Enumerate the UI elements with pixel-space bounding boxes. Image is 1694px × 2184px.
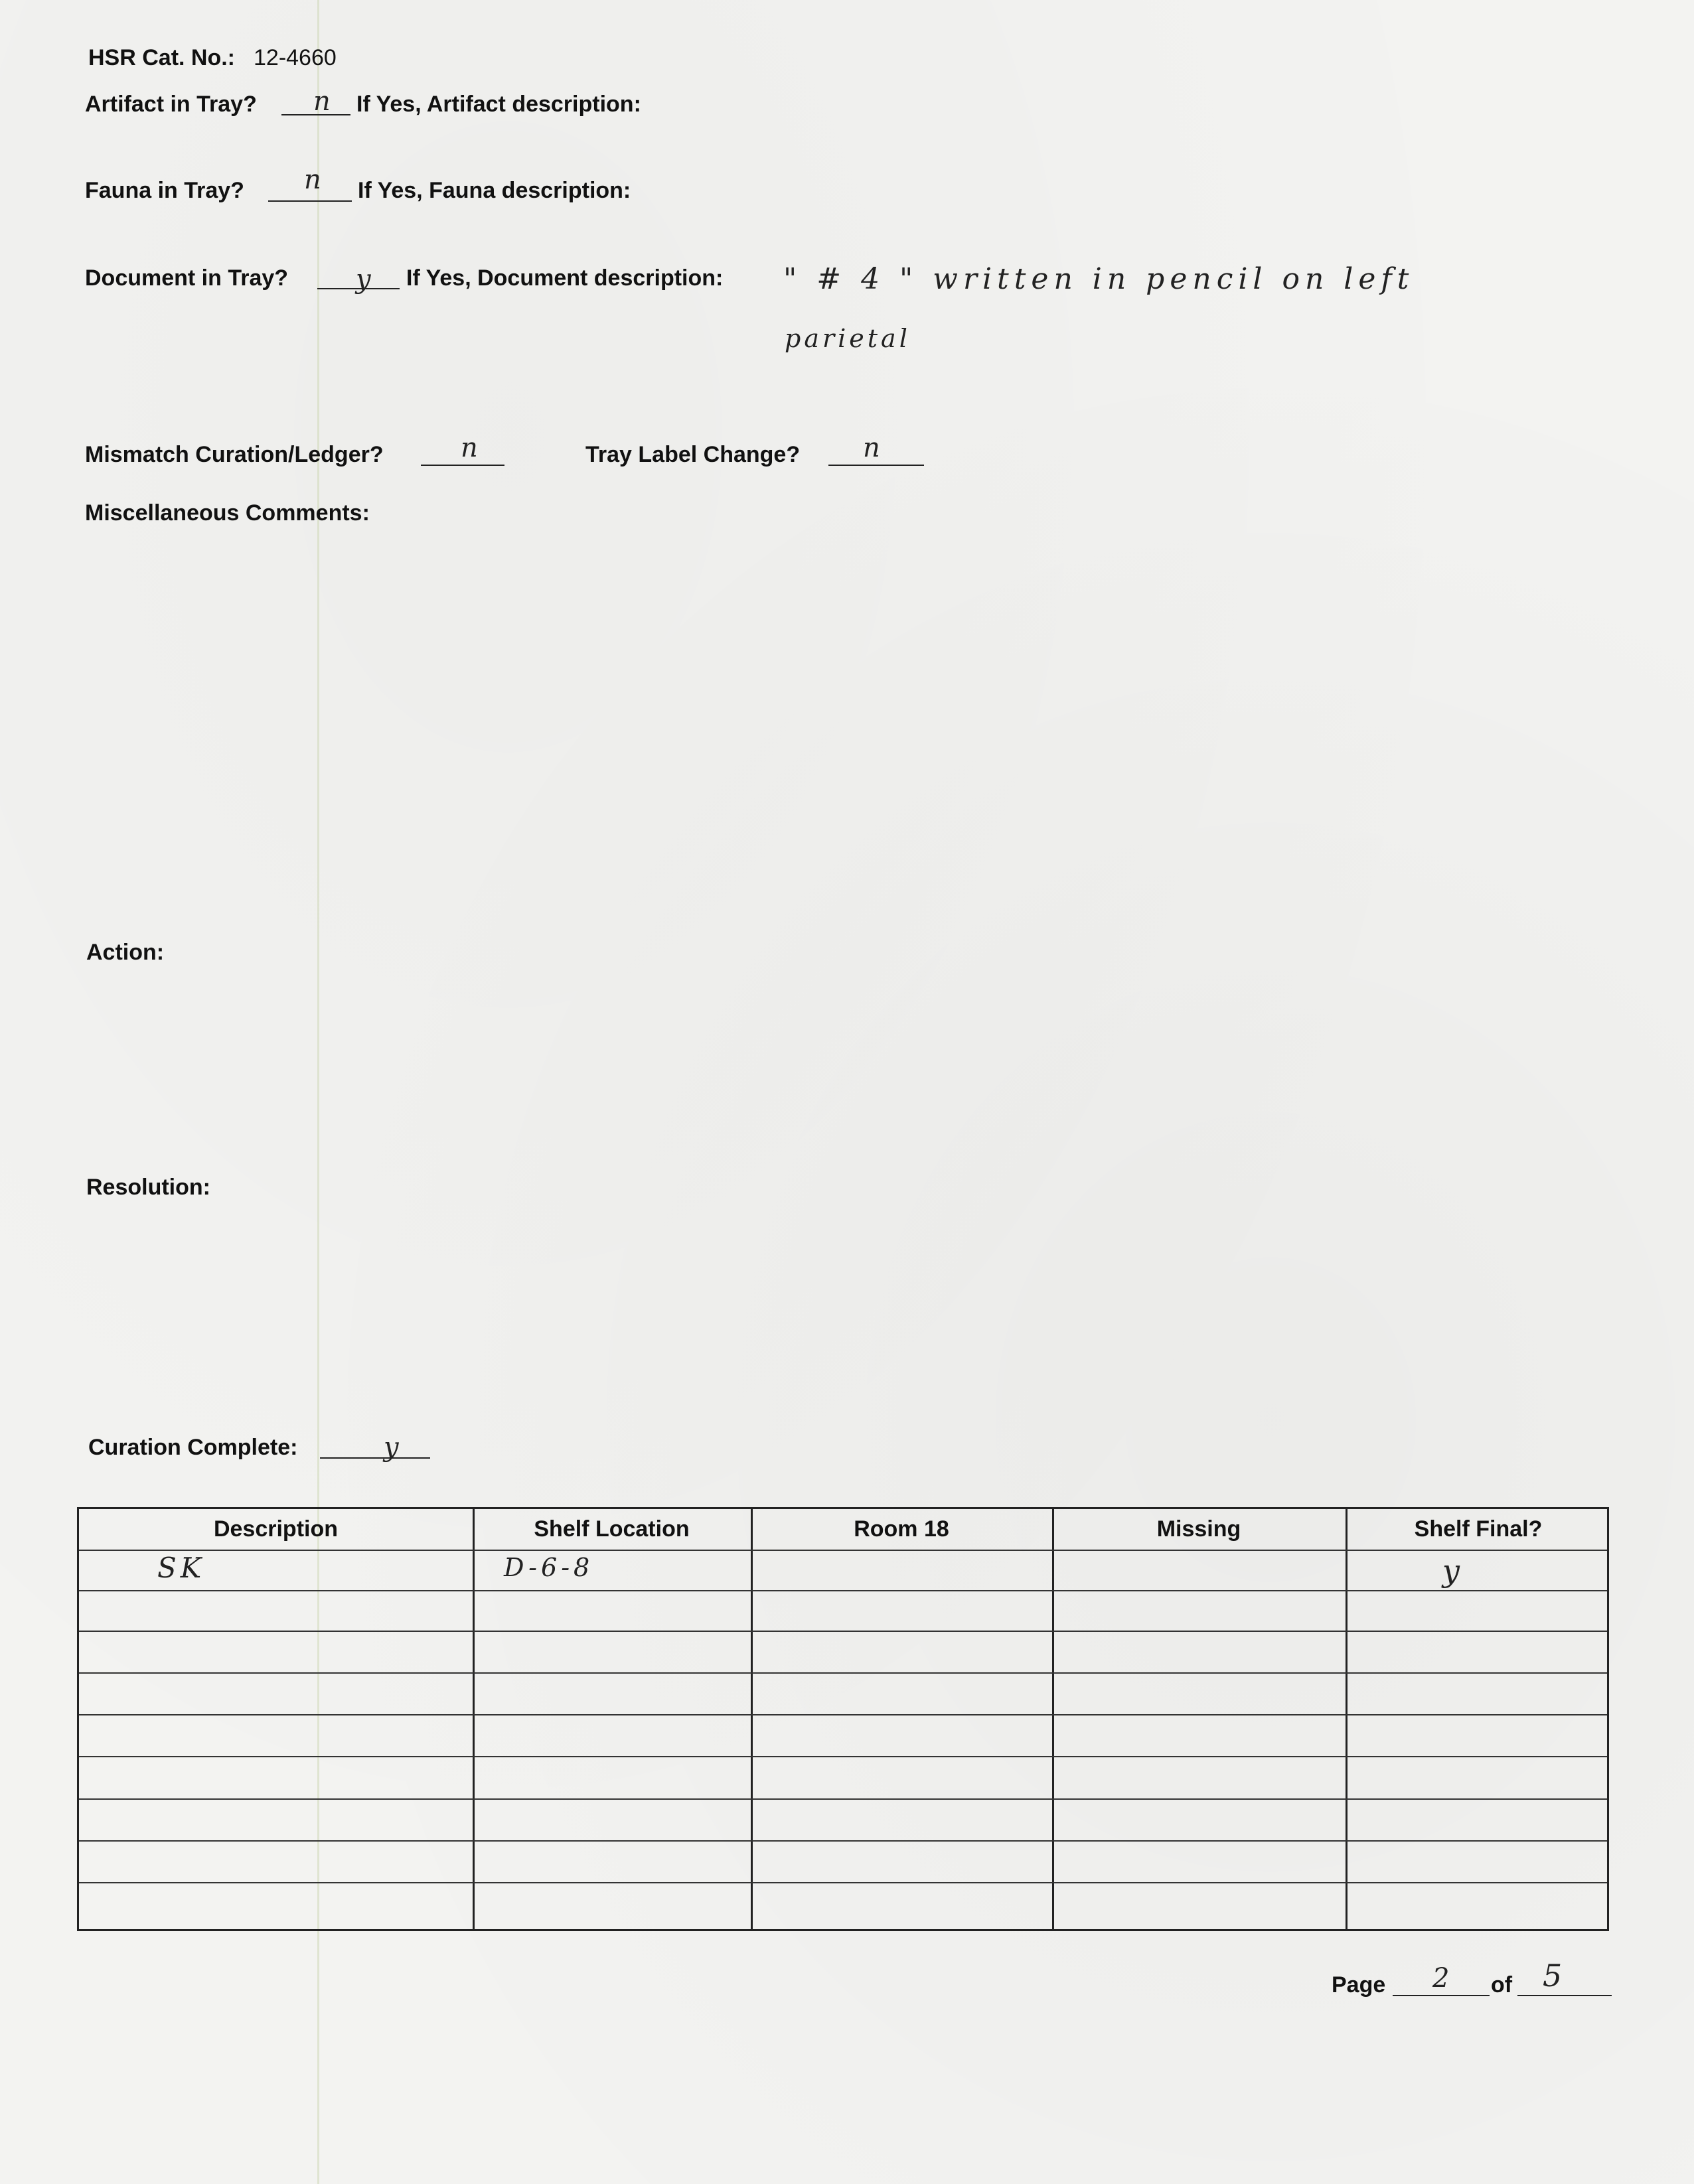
artifact-answer: n <box>313 86 333 117</box>
row-divider <box>79 1631 1607 1632</box>
artifact-question: Artifact in Tray? <box>85 92 257 117</box>
row-divider <box>79 1798 1607 1800</box>
row-divider <box>79 1550 1607 1551</box>
header-missing: Missing <box>1156 1516 1241 1542</box>
artifact-description-label: If Yes, Artifact description: <box>356 92 641 117</box>
curation-complete-answer: y <box>384 1432 401 1463</box>
fauna-question: Fauna in Tray? <box>85 178 244 203</box>
page-total-line <box>1517 1995 1612 1996</box>
fauna-answer-line <box>268 200 352 202</box>
tray-label-question: Tray Label Change? <box>585 442 801 467</box>
mismatch-answer: n <box>461 433 480 463</box>
page-number: 2 <box>1432 1963 1452 1994</box>
table-cell-description: SK <box>157 1552 206 1584</box>
row-divider <box>79 1756 1607 1757</box>
curation-complete-label: Curation Complete: <box>88 1435 298 1460</box>
header-shelf-location: Shelf Location <box>534 1516 690 1542</box>
page-label: Page <box>1332 1972 1386 1998</box>
column-divider <box>1346 1509 1348 1929</box>
tray-label-answer-line <box>828 465 924 466</box>
header-description: Description <box>213 1516 339 1542</box>
row-divider <box>79 1882 1607 1883</box>
document-description-label: If Yes, Document description: <box>406 265 724 291</box>
column-divider <box>473 1509 475 1929</box>
row-divider <box>79 1672 1607 1674</box>
page-total: 5 <box>1543 1958 1565 1994</box>
mismatch-question: Mismatch Curation/Ledger? <box>85 442 384 467</box>
row-divider <box>79 1714 1607 1715</box>
document-question: Document in Tray? <box>85 265 289 291</box>
of-label: of <box>1491 1972 1513 1998</box>
row-divider <box>79 1590 1607 1591</box>
misc-comments-label: Miscellaneous Comments: <box>85 500 370 526</box>
table-cell-shelf-location: D-6-8 <box>504 1553 594 1582</box>
tray-label-answer: n <box>863 433 882 463</box>
column-divider <box>1052 1509 1054 1929</box>
header-shelf-final: Shelf Final? <box>1414 1516 1543 1542</box>
catalog-number-value: 12-4660 <box>254 45 337 70</box>
document-answer: y <box>356 264 373 295</box>
page-number-line <box>1393 1995 1490 1996</box>
fauna-answer: n <box>304 165 323 195</box>
shelf-table <box>77 1507 1609 1931</box>
catalog-number-label: HSR Cat. No.: <box>88 45 235 70</box>
fauna-description-label: If Yes, Fauna description: <box>358 178 631 203</box>
action-label: Action: <box>86 940 165 965</box>
document-description-line2: parietal <box>785 324 911 353</box>
resolution-label: Resolution: <box>86 1175 210 1200</box>
header-room-18: Room 18 <box>854 1516 949 1542</box>
table-cell-shelf-final: y <box>1442 1553 1464 1589</box>
row-divider <box>79 1840 1607 1842</box>
column-divider <box>751 1509 753 1929</box>
curation-complete-answer-line <box>320 1457 430 1459</box>
document-description-line1: " # 4 " written in pencil on left <box>783 262 1415 296</box>
mismatch-answer-line <box>421 465 504 466</box>
